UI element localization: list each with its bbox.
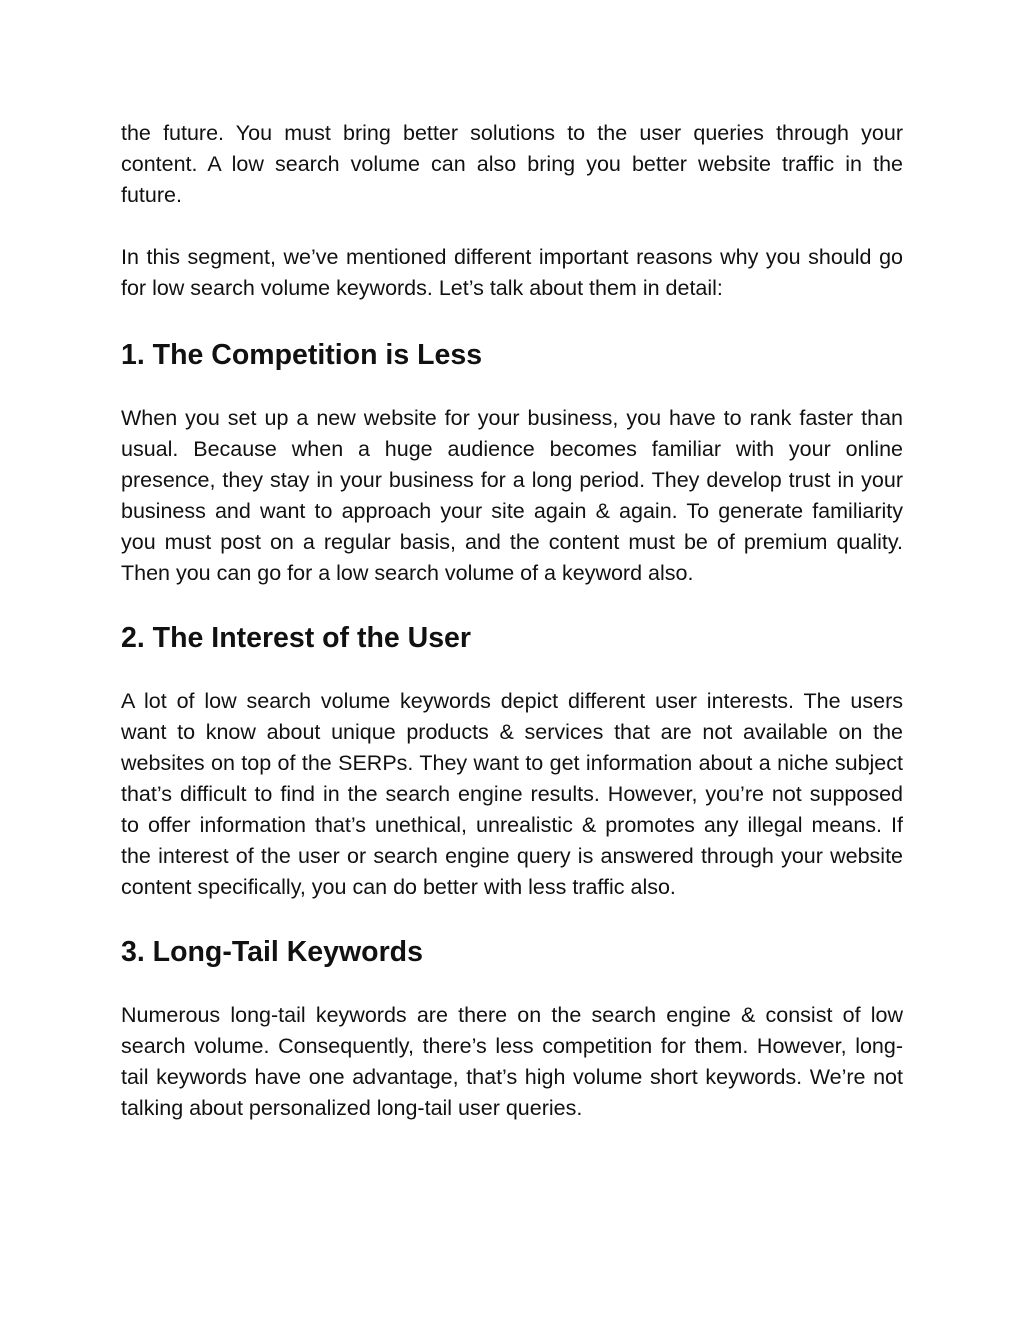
section-heading-long-tail: 3. Long-Tail Keywords	[121, 936, 423, 968]
intro-paragraph: the future. You must bring better solutions to the user queries through your content. A low search volume can also bring you better website traffic in the future.	[121, 121, 903, 207]
section-body-long-tail: Numerous long-tail keywords are there on the search engine & consist of low search volume. Consequently, there’s less competition for them. However, long-tail keywords have one advantage, that’s high volume short keywords. We’re not talking about personalized long-tail user queries.	[121, 1003, 903, 1120]
document-page	[121, 118, 903, 1124]
section-body-user-interest: A lot of low search volume keywords depict different user interests. The users want to know about unique products & services that are not available on the websites on top of the SERPs. They want to get information about a niche subject that’s difficult to find in the search engine results. However, you’re not supposed to offer information that’s unethical, unrealistic & promotes any illegal means. If the interest of the user or search engine query is answered through your website content specifically, you can do better with less traffic also.	[121, 689, 903, 899]
section-heading-competition: 1. The Competition is Less	[121, 339, 483, 371]
section-heading-user-interest: 2. The Interest of the User	[121, 622, 472, 654]
section-body-competition: When you set up a new website for your business, you have to rank faster than usual. Because when a huge audience becomes familiar with your online presence, they stay in your business for a long period. They develop trust in your business and want to approach your site again & again. To generate familiarity you must post on a regular basis, and the content must be of premium quality. Then you can go for a low search volume of a keyword also.	[121, 406, 903, 585]
intro-paragraph-reasons: In this segment, we’ve mentioned different important reasons why you should go for low search volume keywords. Let’s talk about them in detail:	[121, 245, 903, 300]
